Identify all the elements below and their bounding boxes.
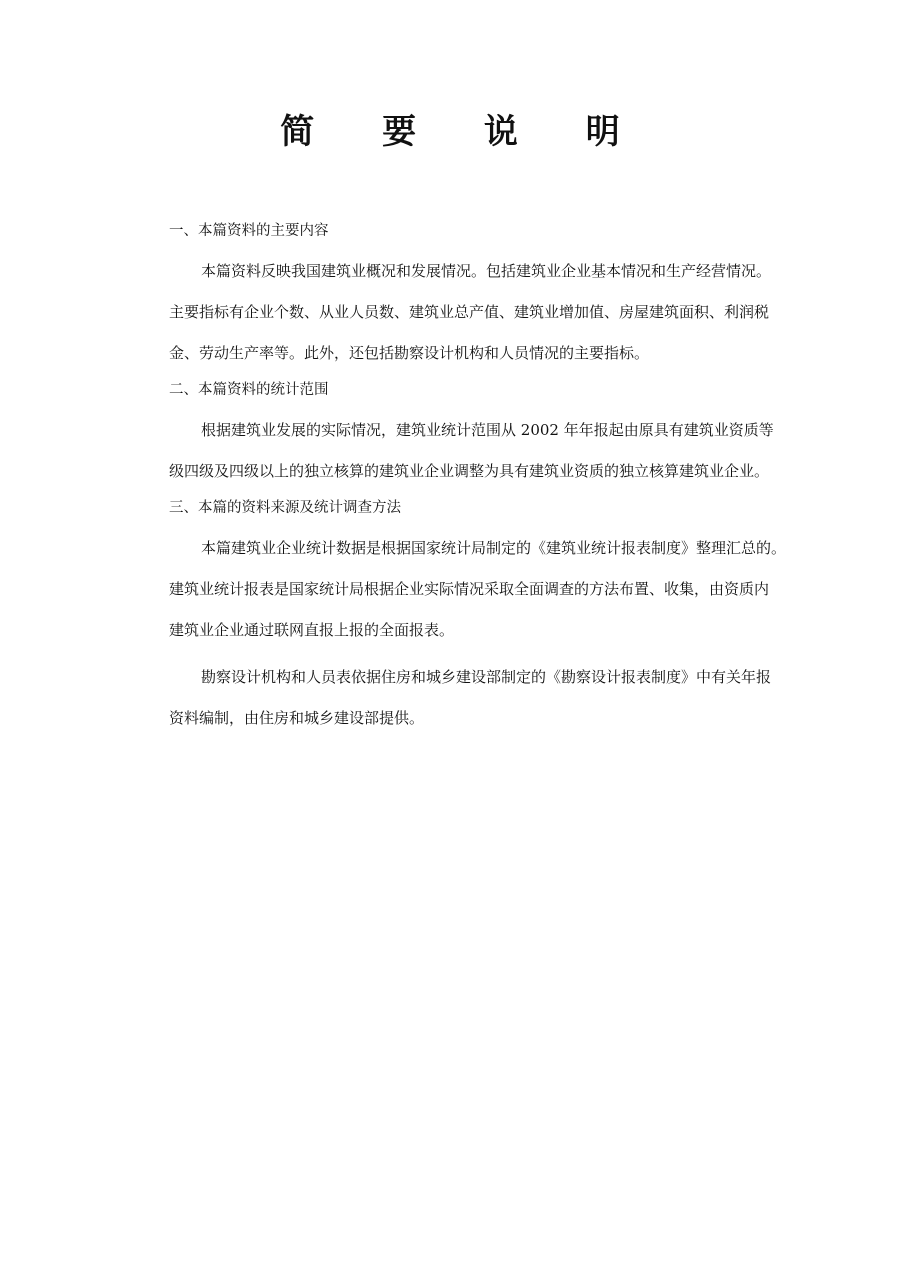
- paragraph-line: 级四级及四级以上的独立核算的建筑业企业调整为具有建筑业资质的独立核算建筑业企业。: [169, 462, 770, 480]
- paragraph-line: 本篇建筑业企业统计数据是根据国家统计局制定的《建筑业统计报表制度》整理汇总的。: [201, 539, 787, 557]
- document-body: [137, 215, 787, 739]
- paragraph-line: 主要指标有企业个数、从业人员数、建筑业总产值、建筑业增加值、房屋建筑面积、利润税: [169, 303, 770, 321]
- section-2-paragraph: [137, 410, 774, 492]
- paragraph-line: 金、劳动生产率等。此外，还包括勘察设计机构和人员情况的主要指标。: [169, 344, 650, 362]
- paragraph-line: 勘察设计机构和人员表依据住房和城乡建设部制定的《勘察设计报表制度》中有关年报: [201, 668, 772, 686]
- page-title: 简 要 说 明: [280, 112, 648, 152]
- section-3-paragraph-1: [137, 528, 787, 651]
- paragraph-line: 建筑业企业通过联网直报上报的全面报表。: [169, 621, 455, 639]
- section-1-paragraph: [137, 251, 772, 374]
- paragraph-line: 本篇资料反映我国建筑业概况和发展情况。包括建筑业企业基本情况和生产经营情况。: [201, 262, 772, 280]
- section-heading-3: 三、本篇的资料来源及统计调查方法: [169, 500, 401, 516]
- section-3-paragraph-2: [137, 657, 772, 739]
- paragraph-line: 根据建筑业发展的实际情况，建筑业统计范围从 2002 年年报起由原具有建筑业资质等: [201, 421, 774, 439]
- paragraph-line: 建筑业统计报表是国家统计局根据企业实际情况采取全面调查的方法布置、收集，由资质内: [169, 580, 770, 598]
- section-heading-2: 二、本篇资料的统计范围: [169, 382, 329, 398]
- paragraph-line: 资料编制，由住房和城乡建设部提供。: [169, 709, 425, 727]
- section-heading-1: 一、本篇资料的主要内容: [169, 223, 329, 239]
